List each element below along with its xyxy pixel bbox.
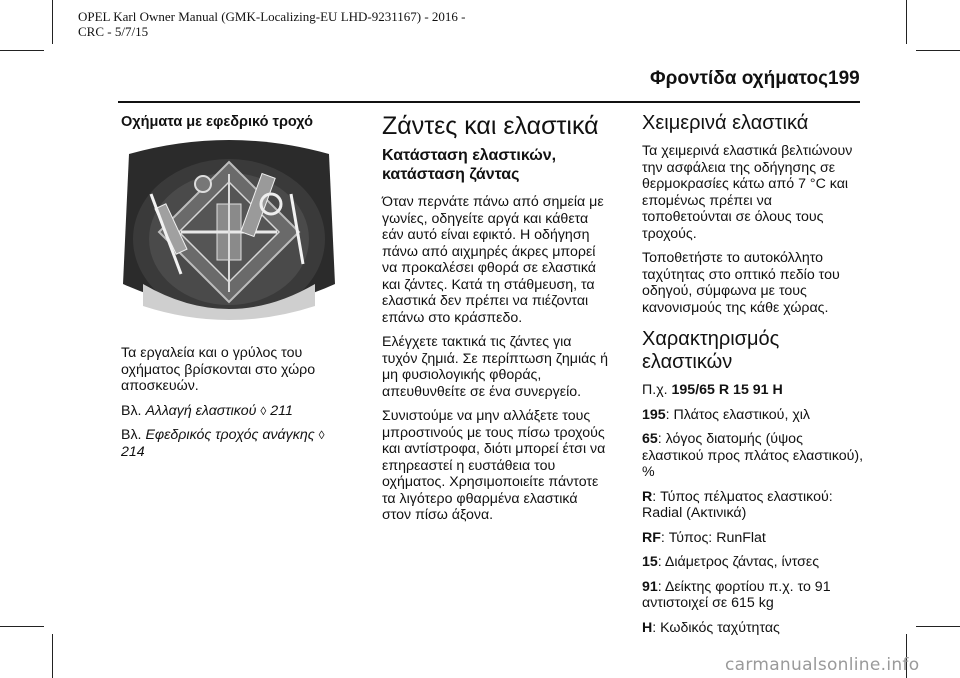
paragraph: Τοποθετήστε το αυτοκόλλητο ταχύτητας στο οπτικό πεδίο του οδηγού, σύμφωνα με τους κανονισμούς της κάθε χώρας. <box>642 250 840 316</box>
example-code: 195/65 R 15 91 H <box>671 382 783 398</box>
spec-value: : Τύπος: RunFlat <box>660 529 766 546</box>
crop-mark <box>916 626 960 627</box>
spec-key: RF <box>642 529 661 546</box>
spec-value: : Πλάτος ελαστικού, χιλ <box>665 406 811 423</box>
paragraph: Τα χειμερινά ελαστικά βελτιώνουν την ασφάλεια της οδήγησης σε θερμοκρασίες κάτω από 7 °C και επομένως πρέπει να τοποθετούνται σε όλους τους τροχούς. <box>642 143 853 242</box>
example-row <box>642 382 864 399</box>
winter-tyres-heading: Χειμερινά ελαστικά <box>642 112 809 134</box>
spec-key: 91 <box>642 578 658 595</box>
spec-key: 65 <box>642 431 658 447</box>
spec-row <box>642 620 864 637</box>
figure-caption: Τα εργαλεία και ο γρύλος του οχήματος βρίσκονται στο χώρο αποσκευών. <box>121 345 316 394</box>
cross-reference[interactable] <box>121 403 341 420</box>
spec-row <box>642 407 864 424</box>
paragraph: Ελέγχετε τακτικά τις ζάντες για τυχόν ζημιά. Σε περίπτωση ζημιάς ή μη φυσιολογικής φθοράς, απευθυνθείτε σε ένα συνεργείο. <box>382 334 608 400</box>
meta-line-1: OPEL Karl Owner Manual (GMK-Localizing-EU LHD-9231167) - 2016 - <box>78 9 466 24</box>
page-arrow-icon: ◊ <box>260 403 267 418</box>
spec-key: R <box>642 488 653 505</box>
spec-value: : λόγος διατομής (ύψος ελαστικού προς πλάτος ελαστικού), % <box>642 431 864 480</box>
meta-line-2: CRC - 5/7/15 <box>78 24 149 39</box>
spec-value: : Τύπος πέλματος ελαστικού: Radial (Ακτινικά) <box>642 488 833 521</box>
column-3 <box>642 112 864 644</box>
example-prefix: Π.χ. <box>642 382 668 398</box>
cross-reference[interactable] <box>121 427 341 460</box>
crop-mark <box>916 50 960 51</box>
crop-mark <box>0 626 44 627</box>
crop-mark <box>52 0 53 44</box>
section-title: Φροντίδα οχήματος <box>650 68 828 89</box>
page-number: 199 <box>828 68 860 89</box>
column-2 <box>382 112 610 532</box>
ref-page[interactable]: 211 <box>270 402 293 419</box>
ref-page[interactable]: 214 <box>121 443 145 460</box>
spec-row <box>642 489 864 522</box>
spec-key: 195 <box>642 406 666 423</box>
watermark[interactable]: carmanualsonline.info <box>725 655 920 675</box>
spare-wheel-tools-icon <box>121 134 337 334</box>
spec-key: 15 <box>642 554 658 570</box>
spec-row <box>642 554 864 571</box>
ref-title[interactable]: Αλλαγή ελαστικού <box>145 402 257 419</box>
spec-value: : Δείκτης φορτίου π.χ. το 91 αντιστοιχεί σε 615 kg <box>642 578 831 611</box>
spec-row <box>642 530 864 547</box>
tyre-designations-heading: Χαρακτηρισμός ελαστικών <box>642 328 780 373</box>
header-rule <box>118 101 860 103</box>
print-metadata <box>78 9 466 39</box>
spec-row <box>642 579 864 612</box>
wheels-tyres-heading: Ζάντες και ελαστικά <box>382 112 599 140</box>
ref-title[interactable]: Εφεδρικός τροχός ανάγκης <box>145 427 315 443</box>
spec-value: : Κωδικός ταχύτητας <box>652 619 780 636</box>
paragraph: Όταν περνάτε πάνω από σημεία με γωνίες, οδηγείτε αργά και κάθετα εάν αυτό είναι εφικτό. Η οδήγηση πάνω από αιχμηρές άκρες μπορεί να προκαλέσει φθορά σε ελαστικά και ζάντες. Κατά τη στάθμευση, τα ελαστικά δεν πρέπει να πιέζονται επάνω στο κράσπεδο. <box>382 194 604 326</box>
tyre-condition-heading: Κατάσταση ελαστικών, κατάσταση ζάντας <box>382 147 557 183</box>
spare-wheel-heading: Οχήματα με εφεδρικό τροχό <box>121 114 313 130</box>
paragraph: Συνιστούμε να μην αλλάξετε τους μπροστινούς με τους πίσω τροχούς και αντίστροφα, διότι μπορεί έτσι να επηρεαστεί η ευστάθεια του οχήματος. Χρησιμοποιείτε πάντοτε τα λιγότερο φθαρμένα ελαστικά στον πίσω άξονα. <box>382 408 606 523</box>
spec-value: : Διάμετρος ζάντας, ίντσες <box>657 554 820 570</box>
page-arrow-icon: ◊ <box>318 428 325 442</box>
spec-key: H <box>642 619 653 636</box>
ref-prefix: Βλ. <box>121 402 142 419</box>
crop-mark <box>906 0 907 44</box>
column-1-body <box>121 345 341 468</box>
crop-mark <box>0 50 44 51</box>
spec-row <box>642 431 864 481</box>
crop-mark <box>52 634 53 678</box>
ref-prefix: Βλ. <box>121 427 142 443</box>
